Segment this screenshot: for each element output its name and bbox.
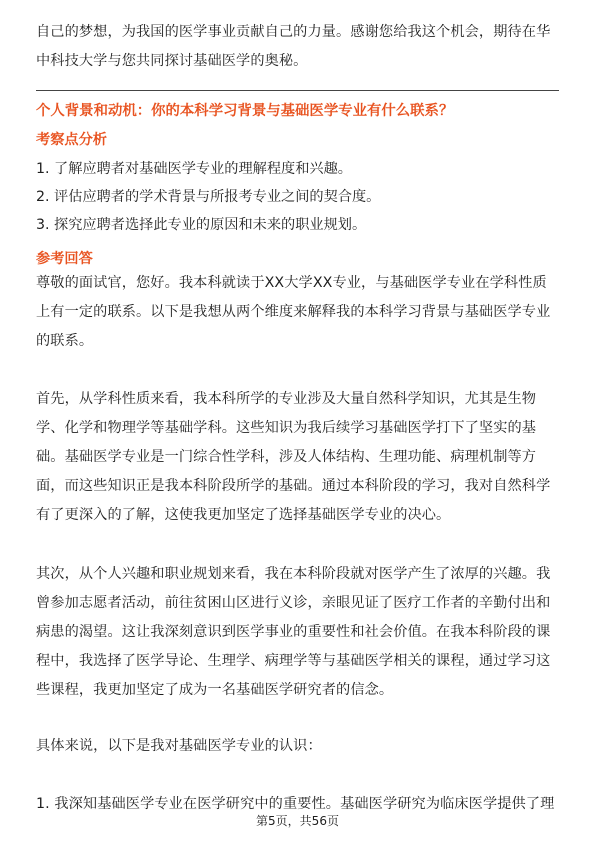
section-divider [36,90,559,91]
analysis-item: 3. 探究应聘者选择此专业的原因和未来的职业规划。 [36,217,367,233]
answer-paragraph-specific: 具体来说，以下是我对基础医学专业的认识： [36,738,322,754]
analysis-item: 1. 了解应聘者对基础医学专业的理解程度和兴趣。 [36,161,352,177]
answer-paragraph-second: 其次，从个人兴趣和职业规划来看，我在本科阶段就对医学产生了浓厚的兴趣。我曾参加志愿者活动，前往贫困山区进行义诊，亲眼见证了医疗工作者的辛勤付出和病患的渴望。这让我深刻意识到医学事业的重要性和社会价值。在我本科阶段的课程中，我选择了医学导论、生理学、病理学等与基础医学相关的课程，通过学习这些课程，我更加坚定了成为一名基础医学研究者的信念。 [36,566,551,698]
answer-paragraph-first: 首先，从学科性质来看，我本科所学的专业涉及大量自然科学知识，尤其是生物学、化学和物理学等基础学科。这些知识为我后续学习基础医学打下了坚实的基础。基础医学专业是一门综合性学科，涉及人体结构、生理功能、病理机制等方面，而这些知识正是我本科阶段所学的基础。通过本科阶段的学习，我对自然科学有了更深入的了解，这使我更加坚定了选择基础医学专业的决心。 [36,391,551,523]
answer-list-item: 1. 我深知基础医学专业在医学研究中的重要性。基础医学研究为临床医学提供了理 [36,796,555,812]
reference-heading: 参考回答 [36,251,93,267]
intro-paragraph: 自己的梦想，为我国的医学事业贡献自己的力量。感谢您给我这个机会，期待在华中科技大学与您共同探讨基础医学的奥秘。 [36,24,551,69]
page-number: 第5页，共56页 [256,814,339,828]
question-title: 个人背景和动机：你的本科学习背景与基础医学专业有什么联系？ [36,103,454,119]
analysis-heading: 考察点分析 [36,132,107,148]
analysis-item: 2. 评估应聘者的学术背景与所报考专业之间的契合度。 [36,189,381,205]
answer-paragraph-intro: 尊敬的面试官，您好。我本科就读于XX大学XX专业，与基础医学专业在学科性质上有一定的联系。以下是我想从两个维度来解释我的本科学习背景与基础医学专业的联系。 [36,275,551,349]
